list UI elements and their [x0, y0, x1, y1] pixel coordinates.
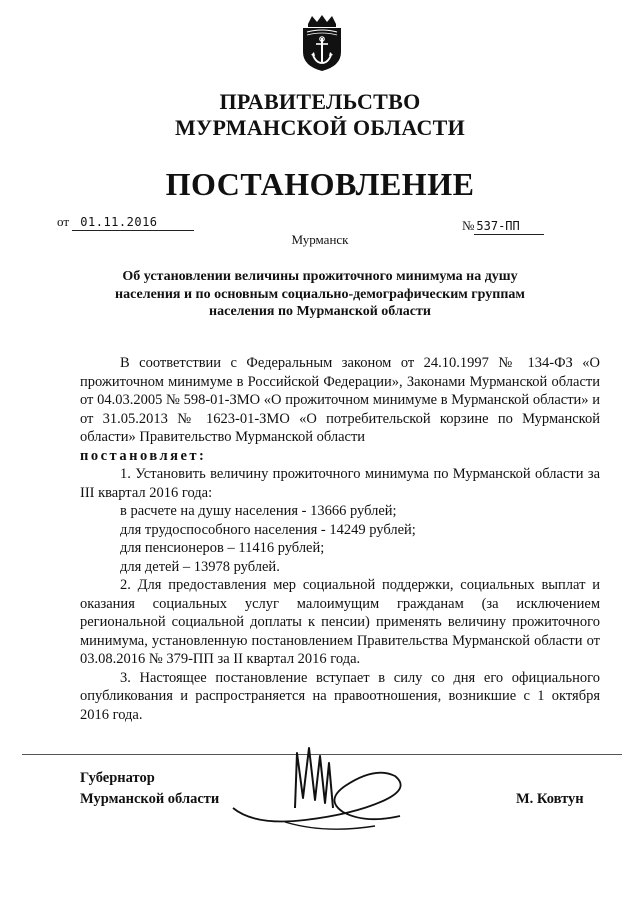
document-type-heading: ПОСТАНОВЛЕНИЕ	[165, 166, 475, 202]
resolves-keyword: постановляет:	[80, 447, 207, 464]
item-3-paragraph: 3. Настоящее постановление вступает в силу со дня его официального опубликования и распространяется на правоотношения, возникшие с 1 октября 2016 года.	[80, 669, 600, 723]
document-subject	[100, 268, 540, 321]
item-2-paragraph: 2. Для предоставления мер социальной поддержки, социальных выплат и оказания социальных услуг малоимущим гражданам (за исключением региональной социальной доплаты к пенсии) применять величину прожиточного минимума, установленную постановлением Правительства Мурманской области от 03.08.2016 № 379-ПП за II квартал 2016 года.	[80, 577, 600, 667]
resolves-paragraph	[80, 447, 600, 466]
signature-block	[0, 738, 640, 848]
handwritten-signature-icon	[225, 738, 425, 838]
government-title-line2: МУРМАНСКОЙ ОБЛАСТИ	[174, 115, 466, 140]
intro-text: В соответствии с Федеральным законом от 24.10.1997 № 134-ФЗ «О прожиточном минимуме в Российской Федерации», Законами Мурманской области от 04.03.2005 № 598-01-ЗМО «О прожиточном минимуме в Мурманской области» и от 31.05.2013 № 1623-01-ЗМО «О потребительской корзине по Мурманской области» Правительство Мурманской области	[80, 355, 600, 445]
intro-paragraph	[80, 354, 600, 447]
signer-title	[80, 768, 219, 810]
signer-title-line2: Мурманской области	[80, 791, 220, 807]
value-children: для детей – 13978 рублей.	[120, 558, 280, 575]
document-body	[80, 354, 600, 724]
signer-name: М. Ковтун	[516, 791, 584, 807]
number-prefix: №	[462, 218, 475, 233]
subject-line: населения по Мурманской области	[209, 304, 431, 319]
subject-line: Об установлении величины прожиточного минимума на душу	[122, 269, 518, 284]
item-1-paragraph: 1. Установить величину прожиточного минимума по Мурманской области за III квартал 2016 года:	[80, 466, 600, 501]
value-per-capita: в расчете на душу населения - 13666 рублей;	[120, 503, 397, 519]
murmansk-coat-of-arms-icon	[298, 14, 346, 72]
value-pensioners: для пенсионеров – 11416 рублей;	[120, 540, 325, 556]
value-working-age: для трудоспособного населения - 14249 рублей;	[120, 521, 416, 538]
date-prefix: от	[57, 214, 70, 229]
city-name: Мурманск	[291, 232, 349, 247]
government-title-line1: ПРАВИТЕЛЬСТВО	[219, 89, 421, 114]
document-date	[57, 214, 194, 231]
date-value: 01.11.2016	[72, 214, 194, 231]
subject-line: населения и по основным социально-демографическим группам	[115, 286, 525, 302]
number-value: 537-ПП	[474, 218, 544, 235]
signer-title-line1: Губернатор	[80, 770, 155, 786]
